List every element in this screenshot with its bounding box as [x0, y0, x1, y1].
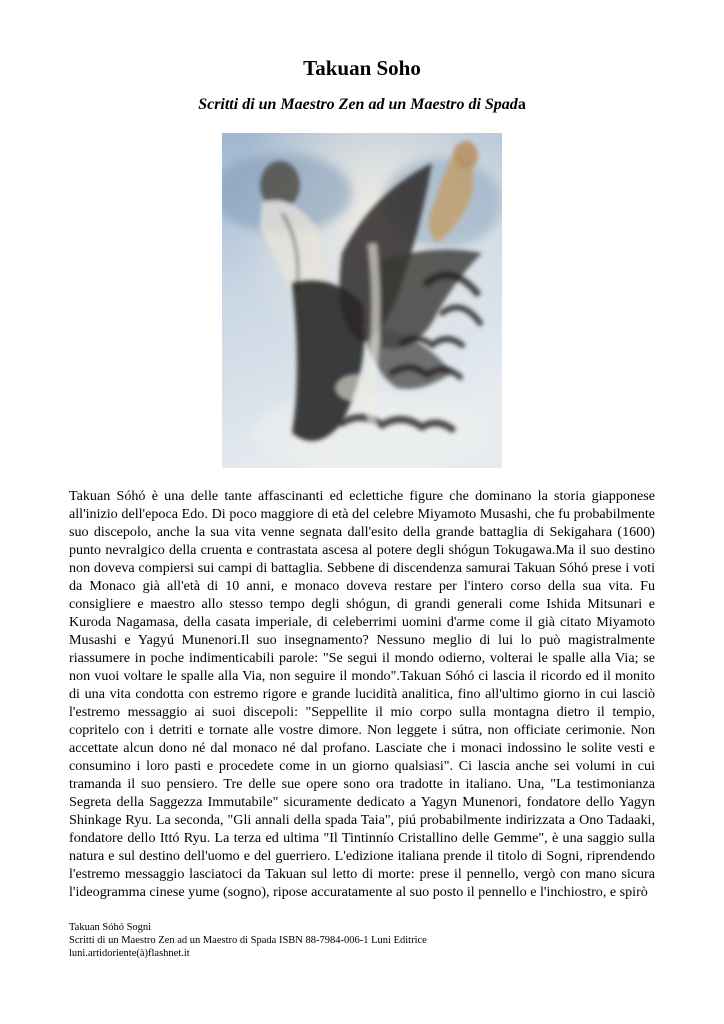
subtitle-italic: Scritti di un Maestro Zen ad un Maestro di Spad [198, 96, 518, 113]
cover-artwork-illustration [222, 133, 502, 468]
cover-artwork [222, 133, 502, 468]
page-footer [69, 921, 569, 960]
page-title: Takuan Soho [303, 56, 421, 80]
subtitle-tail: a [517, 96, 526, 113]
body-paragraph: Takuan Sóhó è una delle tante affascinanti ed eclettiche figure che dominano la storia giapponese all'inizio dell'epoca Edo. Di poco maggiore di età del celebre Miyamoto Musashi, che fu probabilmente suo discepolo, anche la sua vita venne segnata dall'esito della grande battaglia di Sekigahara (1600) punto nevralgico della cruenta e contrastata ascesa al potere degli shógun Tokugawa.Ma il suo destino non doveva compiersi sui campi di battaglia. Sebbene di discendenza samurai Takuan Sóhó prese i voti da Monaco già all'età di 10 anni, e monaco doveva restare per l'intero corso della sua vita. Fu consigliere e maestro allo stesso tempo degli shógun, di grandi generali come Ishida Mitsunari e Kuroda Nagamasa, della casata imperiale, di celeberrimi uomini d'arme come il già citato Miyamoto Musashi e Yagyú Munenori.Il suo insegnamento? Nessuno meglio di lui lo può magistralmente riassumere in poche indimenticabili parole: "Se segui il mondo odierno, volterai le spalle alla Via; se non vuoi voltare le spalle alla Via, non seguire il mondo".Takuan Sóhó ci lascia il ricordo ed il monito di una vita condotta con estremo rigore e grande lucidità analitica, fino all'ultimo giorno in cui lasciò l'estremo messaggio ai suoi discepoli: "Seppellite il mio corpo sulla montagna dietro il tempio, copritelo con i detriti e tornate alle vostre dimore. Non leggete i sútra, non officiate cerimonie. Non accettate alcun dono né dal monaco né dal profano. Lasciate che i monaci indossino le solite vesti e consumino i loro pasti e procedete come in un giorno qualsiasi". Ci lascia anche sei volumi in cui tramanda il suo pensiero. Tre delle sue opere sono ora tradotte in italiano. Una, "La testimonianza Segreta della Saggezza Immutabile" sicuramente dedicato a Yagyn Munenori, fondatore dello Yagyn Shinkage Ryu. La seconda, "Gli annali della spada Taia", piú probabilmente indirizzata a Ono Tadaaki, fondatore dello Ittó Ryu. La terza ed ultima "Il Tintinnío Cristallino delle Gemme", è una saggio sulla natura e sul destino dell'uomo e del guerriero. L'edizione italiana prende il titolo di Sogni, riprendendo l'estremo messaggio lasciatoci da Takuan sul letto di morte: prese il pennello, vergò con mano sicura l'ideogramma cinese yume (sogno), ripose accuratamente al suo posto il pennello e l'inchiostro, e spirò [69, 488, 655, 900]
footer-line-isbn: Scritti di un Maestro Zen ad un Maestro di Spada ISBN 88-7984-006-1 Luni Editrice [69, 935, 427, 946]
footer-line-title: Takuan Sóhó Sogni [69, 922, 152, 933]
footer-line-email: luni.artidoriente(à)flashnet.it [69, 948, 190, 959]
page-subtitle [0, 96, 724, 114]
